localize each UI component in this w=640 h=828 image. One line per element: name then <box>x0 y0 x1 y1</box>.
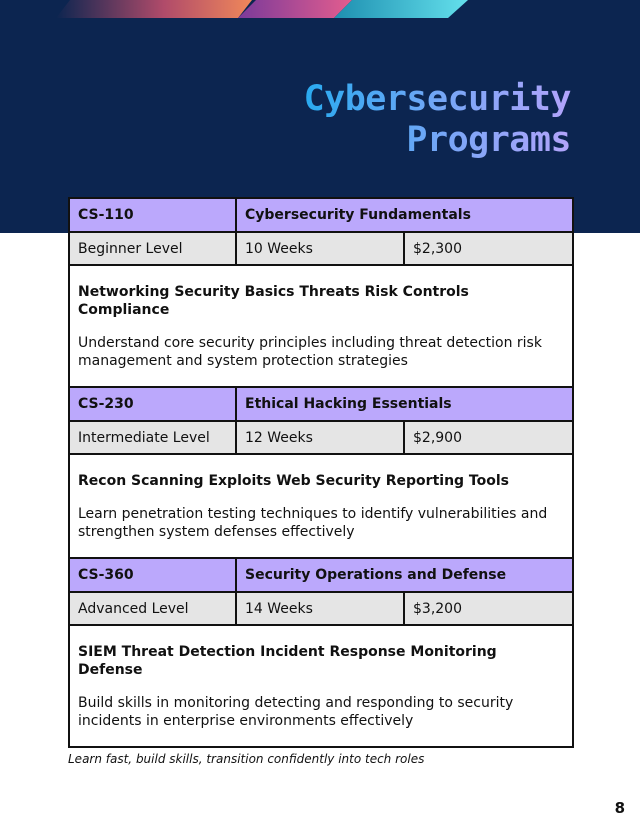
program-meta-row <box>69 421 573 454</box>
program-code: CS-230 <box>69 387 236 421</box>
program-price: $2,900 <box>404 421 573 454</box>
program-price: $2,300 <box>404 232 573 265</box>
program-header-row <box>69 387 573 421</box>
page-title-line-2: Programs <box>406 120 571 160</box>
stripe-segment-orange <box>56 0 252 18</box>
program-summary: Build skills in monitoring detecting and responding to security incidents in enterprise environments effectively <box>78 695 514 729</box>
program-summary: Understand core security principles including threat detection risk management and system protection strategies <box>78 335 542 369</box>
program-summary: Learn penetration testing techniques to identify vulnerabilities and strengthen system defenses effectively <box>78 506 548 540</box>
programs-table <box>68 197 574 748</box>
program-duration: 14 Weeks <box>236 592 404 625</box>
program-description-cell <box>69 454 573 558</box>
program-topics: SIEM Threat Detection Incident Response Monitoring Defense <box>78 644 497 678</box>
program-description-cell <box>69 265 573 387</box>
program-level: Beginner Level <box>69 232 236 265</box>
program-price: $3,200 <box>404 592 573 625</box>
program-header-row <box>69 198 573 232</box>
program-description-row <box>69 454 573 558</box>
program-topics: Recon Scanning Exploits Web Security Reporting Tools <box>78 473 509 489</box>
program-description-cell <box>69 625 573 747</box>
footer-tagline: Learn fast, build skills, transition confidently into tech roles <box>68 752 425 766</box>
program-code: CS-360 <box>69 558 236 592</box>
page-number: 8 <box>614 799 625 817</box>
program-meta-row <box>69 232 573 265</box>
program-name: Security Operations and Defense <box>236 558 573 592</box>
decorative-stripe <box>0 0 640 18</box>
program-description-row <box>69 625 573 747</box>
program-header-row <box>69 558 573 592</box>
program-description-row <box>69 265 573 387</box>
program-name: Ethical Hacking Essentials <box>236 387 573 421</box>
program-topics: Networking Security Basics Threats Risk Controls Compliance <box>78 284 469 318</box>
page-title <box>304 79 571 161</box>
program-level: Intermediate Level <box>69 421 236 454</box>
stripe-segment-cyan <box>334 0 468 18</box>
program-duration: 10 Weeks <box>236 232 404 265</box>
stripe-segment-pink <box>238 0 352 18</box>
page-title-line-1: Cybersecurity <box>303 79 571 119</box>
program-name: Cybersecurity Fundamentals <box>236 198 573 232</box>
program-level: Advanced Level <box>69 592 236 625</box>
program-meta-row <box>69 592 573 625</box>
program-code: CS-110 <box>69 198 236 232</box>
program-duration: 12 Weeks <box>236 421 404 454</box>
